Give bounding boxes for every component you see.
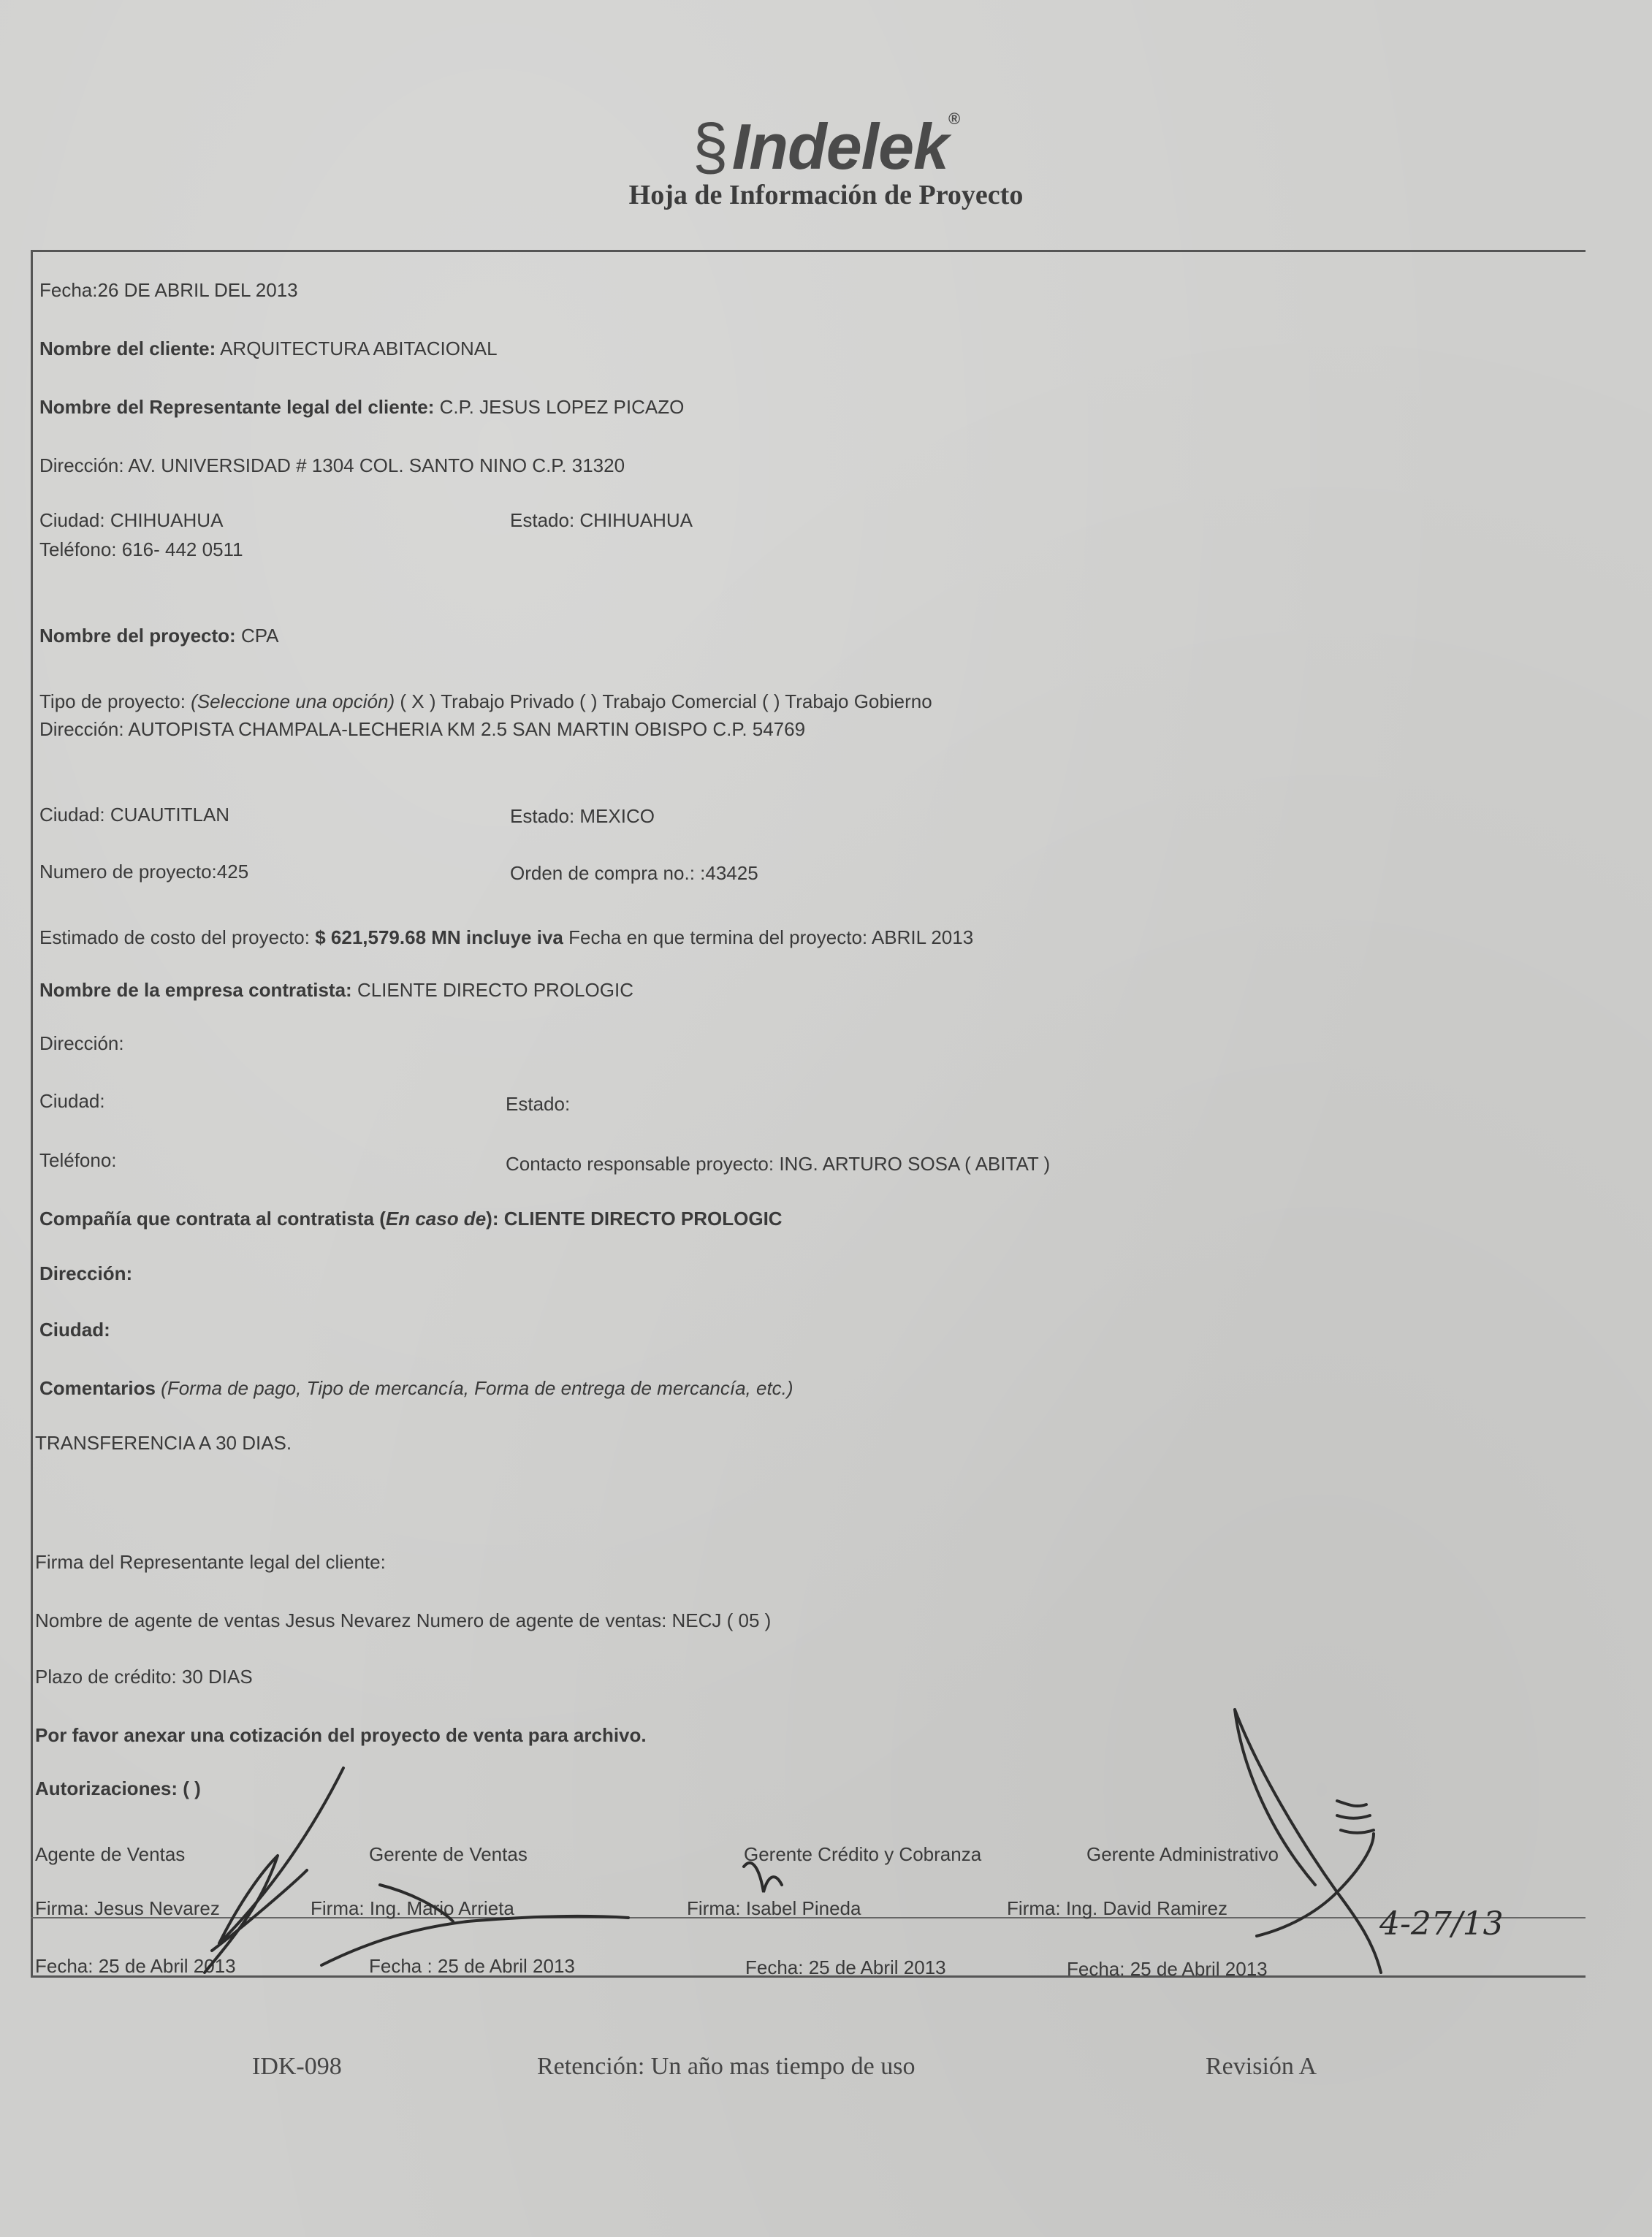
proyecto-estado-field: Estado: MEXICO bbox=[510, 805, 655, 827]
cliente-value: ARQUITECTURA ABITACIONAL bbox=[220, 338, 498, 359]
contratista-value: CLIENTE DIRECTO PROLOGIC bbox=[357, 979, 633, 1001]
footer-retencion: Retención: Un año mas tiempo de uso bbox=[537, 2053, 916, 2080]
contratista-field bbox=[39, 979, 633, 1002]
tipo-proyecto-field bbox=[39, 690, 932, 713]
proyecto-direccion-field: Dirección: AUTOPISTA CHAMPALA-LECHERIA KM 2.5 SAN MARTIN OBISPO C.P. 54769 bbox=[39, 718, 806, 740]
sig-role-administrativo: Gerente Administrativo bbox=[1086, 1843, 1279, 1865]
sig-fecha-administrativo: Fecha: 25 de Abril 2013 bbox=[1067, 1958, 1268, 1980]
contratista-telefono: Teléfono: bbox=[39, 1149, 117, 1171]
comentarios-value: TRANSFERENCIA A 30 DIAS. bbox=[35, 1432, 292, 1454]
form-left-border bbox=[31, 250, 33, 1978]
footer-code: IDK-098 bbox=[252, 2053, 342, 2080]
comentarios-field bbox=[39, 1377, 793, 1400]
autorizaciones: Autorizaciones: ( ) bbox=[35, 1777, 201, 1799]
sig-firma-gerente-ventas: Firma: Ing. Mario Arrieta bbox=[311, 1897, 514, 1919]
company-logo: §Indelek® bbox=[692, 110, 960, 183]
compania-value: ): CLIENTE DIRECTO PROLOGIC bbox=[486, 1208, 783, 1230]
comentarios-hint: (Forma de pago, Tipo de mercancía, Forma de entrega de mercancía, etc.) bbox=[161, 1377, 793, 1399]
proyecto-label: Nombre del proyecto: bbox=[39, 625, 236, 647]
representante-value: C.P. JESUS LOPEZ PICAZO bbox=[439, 396, 685, 418]
footer-revision: Revisión A bbox=[1206, 2053, 1317, 2080]
contratista-ciudad: Ciudad: bbox=[39, 1090, 105, 1112]
sig-role-gerente-ventas: Gerente de Ventas bbox=[369, 1843, 528, 1865]
representante-label: Nombre del Representante legal del cliente: bbox=[39, 396, 435, 418]
sig-role-credito: Gerente Crédito y Cobranza bbox=[744, 1843, 982, 1865]
direccion-field: Dirección: AV. UNIVERSIDAD # 1304 COL. SANTO NINO C.P. 31320 bbox=[39, 454, 625, 476]
compania-ciudad: Ciudad: bbox=[39, 1319, 110, 1341]
sig-fecha-credito: Fecha: 25 de Abril 2013 bbox=[745, 1956, 946, 1978]
orden-compra-field: Orden de compra no.: :43425 bbox=[510, 862, 758, 884]
document-title: Hoja de Información de Proyecto bbox=[628, 180, 1024, 210]
sig-firma-administrativo: Firma: Ing. David Ramirez bbox=[1007, 1897, 1227, 1919]
contratista-estado: Estado: bbox=[506, 1093, 571, 1115]
compania-direccion: Dirección: bbox=[39, 1262, 133, 1284]
cliente-label: Nombre del cliente: bbox=[39, 338, 216, 359]
logo-swirl-icon: § bbox=[692, 110, 728, 183]
tipo-hint: (Seleccione una opción) bbox=[191, 690, 395, 712]
sig-fecha-gerente-ventas: Fecha : 25 de Abril 2013 bbox=[369, 1955, 575, 1977]
costo-value: $ 621,579.68 MN incluye iva bbox=[315, 926, 563, 948]
contratista-label: Nombre de la empresa contratista: bbox=[39, 979, 352, 1001]
proyecto-ciudad-field: Ciudad: CUAUTITLAN bbox=[39, 804, 230, 826]
costo-field bbox=[39, 926, 973, 949]
firma-representante: Firma del Representante legal del cliente: bbox=[35, 1551, 386, 1573]
estado-field: Estado: CHIHUAHUA bbox=[510, 509, 693, 531]
comentarios-label: Comentarios bbox=[39, 1377, 156, 1399]
compania-italic: En caso de bbox=[385, 1208, 487, 1230]
tipo-label: Tipo de proyecto: bbox=[39, 690, 186, 712]
costo-label: Estimado de costo del proyecto: bbox=[39, 926, 310, 948]
contacto-responsable: Contacto responsable proyecto: ING. ARTURO SOSA ( ABITAT ) bbox=[506, 1153, 1051, 1175]
plazo-credito: Plazo de crédito: 30 DIAS bbox=[35, 1666, 253, 1688]
sig-fecha-agente: Fecha: 25 de Abril 2013 bbox=[35, 1955, 236, 1977]
form-top-border bbox=[31, 250, 1586, 252]
proyecto-field bbox=[39, 625, 278, 647]
ciudad-field: Ciudad: CHIHUAHUA bbox=[39, 509, 224, 531]
sig-role-agente: Agente de Ventas bbox=[35, 1843, 186, 1865]
numero-proyecto-field: Numero de proyecto:425 bbox=[39, 861, 249, 883]
handwritten-date: 4-27/13 bbox=[1379, 1905, 1504, 1943]
cliente-field bbox=[39, 338, 498, 360]
telefono-field: Teléfono: 616- 442 0511 bbox=[39, 538, 243, 560]
representante-field bbox=[39, 396, 684, 419]
sig-firma-agente: Firma: Jesus Nevarez bbox=[35, 1897, 220, 1919]
contratista-direccion: Dirección: bbox=[39, 1032, 124, 1054]
proyecto-value: CPA bbox=[240, 625, 279, 647]
logo-text: Indelek bbox=[731, 110, 948, 183]
agente-ventas: Nombre de agente de ventas Jesus Nevarez Numero de agente de ventas: NECJ ( 05 ) bbox=[35, 1609, 772, 1631]
anexar-nota: Por favor anexar una cotización del proyecto de venta para archivo. bbox=[35, 1724, 647, 1746]
sig-firma-credito: Firma: Isabel Pineda bbox=[687, 1897, 861, 1919]
tipo-options: ( X ) Trabajo Privado ( ) Trabajo Comercial ( ) Trabajo Gobierno bbox=[400, 690, 932, 712]
fecha-termina: Fecha en que termina del proyecto: ABRIL 2013 bbox=[568, 926, 974, 948]
compania-field bbox=[39, 1208, 783, 1230]
fecha-field: Fecha:26 DE ABRIL DEL 2013 bbox=[39, 279, 298, 301]
compania-label: Compañía que contrata al contratista ( bbox=[39, 1208, 386, 1230]
